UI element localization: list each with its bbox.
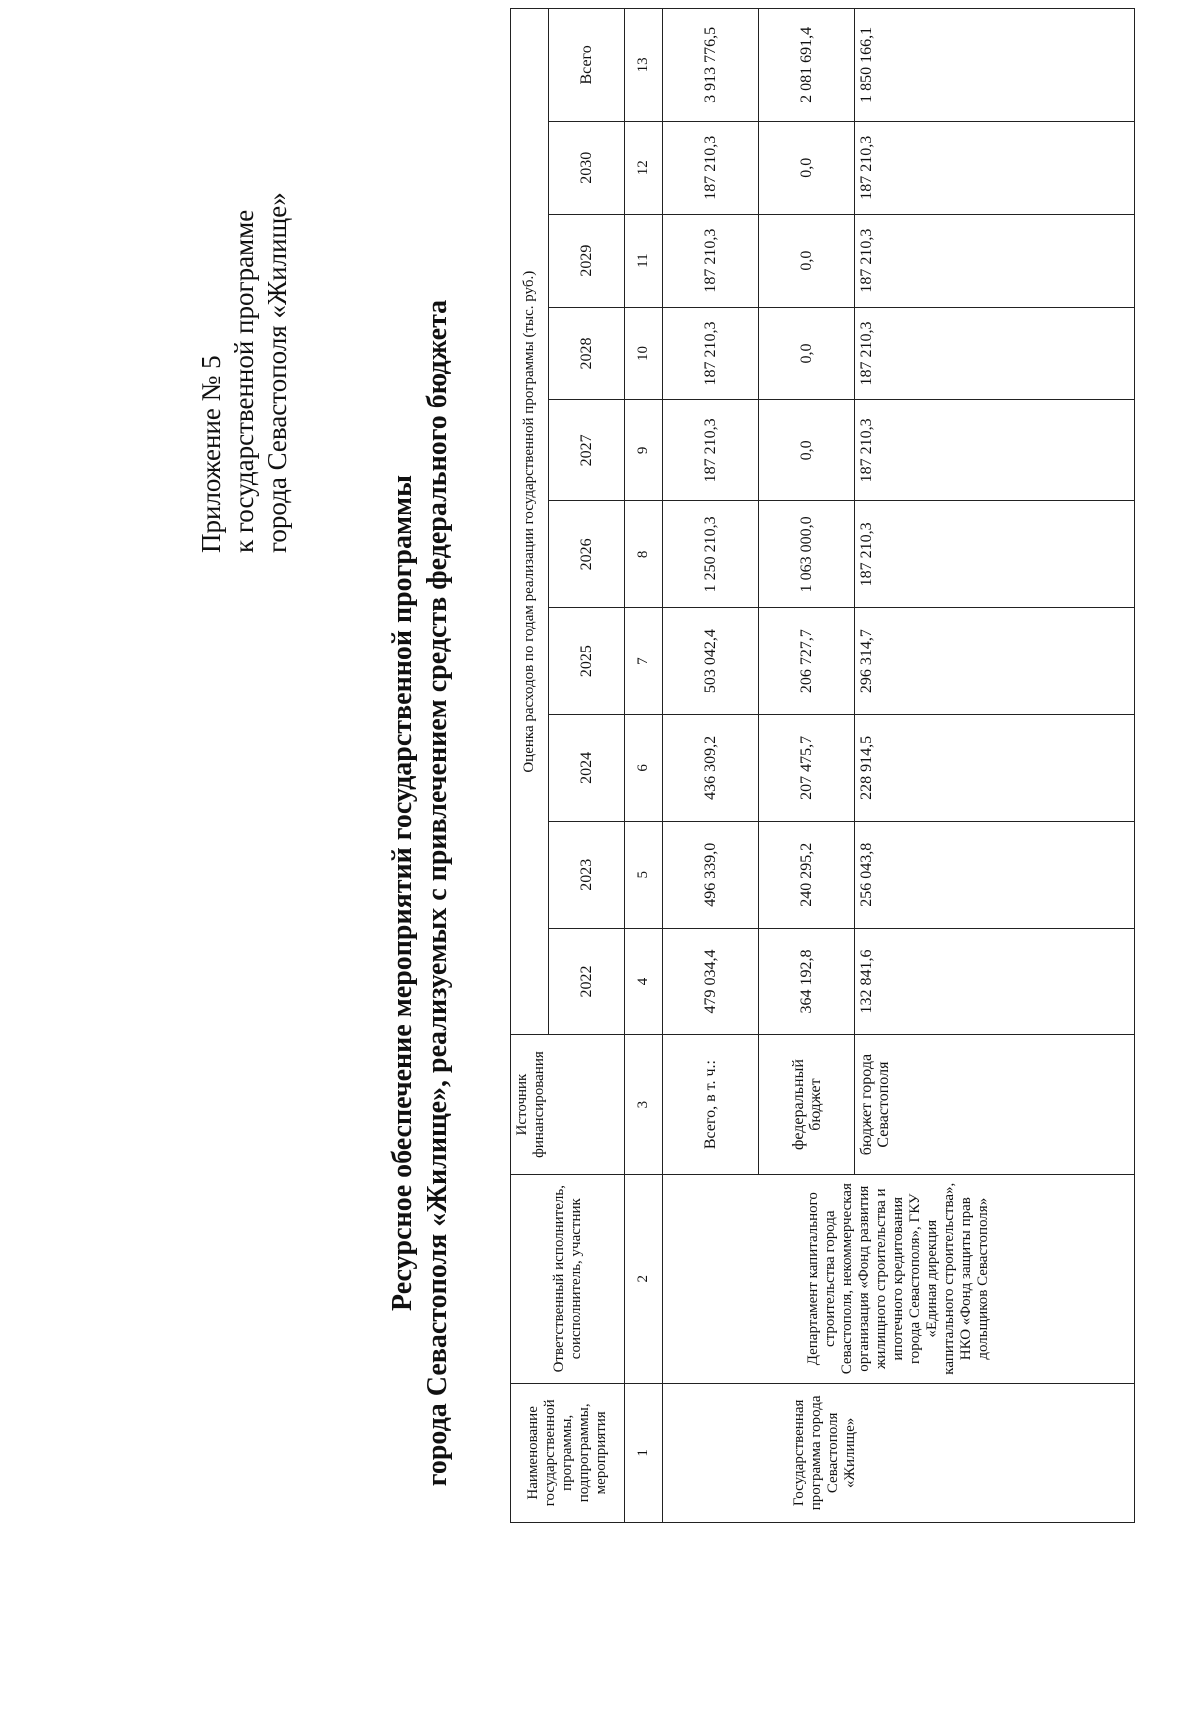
appendix-line-2: к государственной программе <box>229 209 259 553</box>
executor-text: Департамент капитального строительства города Севастополя, некоммерческая организация «Фонд развития жилищного строительства и ипотечного кредитования города Севастополя», ГКУ «Единая дирекция капитального строительства», НКО «Фонд защиты прав дольщиков Севастополя» <box>805 1182 991 1375</box>
value-cell: 436 309,2 <box>663 715 759 822</box>
value-cell: 1 850 166,1 <box>855 9 1135 122</box>
col-number: 5 <box>625 821 663 928</box>
title-line-1: Ресурсное обеспечение мероприятий государственной программы <box>387 475 418 1311</box>
title-line-2: города Севастополя «Жилище», реализуемых с привлечением средств федерального бюджета <box>422 299 453 1487</box>
value-cell: 187 210,3 <box>663 307 759 400</box>
appendix-line-3: города Севастополя «Жилище» <box>262 192 292 553</box>
value-cell: 3 913 776,5 <box>663 9 759 122</box>
value-cell: 187 210,3 <box>663 214 759 307</box>
value-cell: 187 210,3 <box>663 121 759 214</box>
appendix-line-1: Приложение № 5 <box>196 355 226 553</box>
header-row-1 <box>511 9 549 1523</box>
value-cell: 207 475,7 <box>759 715 855 822</box>
value-cell: 2 081 691,4 <box>759 9 855 122</box>
column-number-row <box>625 9 663 1523</box>
executor-cell <box>663 1174 1135 1383</box>
value-cell: 132 841,6 <box>855 928 1135 1035</box>
value-cell: 256 043,8 <box>855 821 1135 928</box>
value-cell: 187 210,3 <box>855 214 1135 307</box>
value-cell: 187 210,3 <box>855 400 1135 501</box>
header-total: Всего <box>549 9 625 122</box>
header-year: 2026 <box>549 501 625 608</box>
header-year: 2029 <box>549 214 625 307</box>
value-cell: 479 034,4 <box>663 928 759 1035</box>
col-number: 10 <box>625 307 663 400</box>
program-name-cell <box>663 1383 1135 1522</box>
resource-table <box>510 8 1135 1523</box>
header-name: Наименование государственной программы, подпрограммы, мероприятия <box>511 1383 625 1522</box>
value-cell: 187 210,3 <box>855 501 1135 608</box>
col-number: 3 <box>625 1035 663 1174</box>
header-year: 2023 <box>549 821 625 928</box>
value-cell: 240 295,2 <box>759 821 855 928</box>
value-cell: 187 210,3 <box>855 121 1135 214</box>
value-cell: 0,0 <box>759 400 855 501</box>
value-cell: 206 727,7 <box>759 608 855 715</box>
col-number: 8 <box>625 501 663 608</box>
appendix-header <box>195 33 294 553</box>
header-year: 2024 <box>549 715 625 822</box>
value-cell: 187 210,3 <box>663 400 759 501</box>
row-source: бюджет города Севастополя <box>855 1035 1135 1174</box>
col-number: 7 <box>625 608 663 715</box>
header-executor: Ответственный исполнитель, соисполнитель, участник <box>511 1174 625 1383</box>
header-year: 2028 <box>549 307 625 400</box>
col-number: 9 <box>625 400 663 501</box>
value-cell: 0,0 <box>759 214 855 307</box>
col-number: 2 <box>625 1174 663 1383</box>
header-year: 2027 <box>549 400 625 501</box>
col-number: 13 <box>625 9 663 122</box>
value-cell: 228 914,5 <box>855 715 1135 822</box>
table-row <box>663 9 759 1523</box>
value-cell: 187 210,3 <box>855 307 1135 400</box>
col-number: 6 <box>625 715 663 822</box>
value-cell: 0,0 <box>759 121 855 214</box>
document-title <box>385 223 455 1563</box>
program-name: Государственная программа города Севастополя «Жилище» <box>791 1395 858 1511</box>
col-number: 12 <box>625 121 663 214</box>
header-year: 2025 <box>549 608 625 715</box>
header-source: Источник финансирования <box>511 1035 625 1174</box>
header-year: 2030 <box>549 121 625 214</box>
header-year: 2022 <box>549 928 625 1035</box>
value-cell: 364 192,8 <box>759 928 855 1035</box>
value-cell: 1 063 000,0 <box>759 501 855 608</box>
col-number: 11 <box>625 214 663 307</box>
row-source: Всего, в т. ч.: <box>663 1035 759 1174</box>
value-cell: 503 042,4 <box>663 608 759 715</box>
col-number: 4 <box>625 928 663 1035</box>
value-cell: 496 339,0 <box>663 821 759 928</box>
header-estimate: Оценка расходов по годам реализации государственной программы (тыс. руб.) <box>511 9 549 1035</box>
value-cell: 0,0 <box>759 307 855 400</box>
value-cell: 296 314,7 <box>855 608 1135 715</box>
value-cell: 1 250 210,3 <box>663 501 759 608</box>
col-number: 1 <box>625 1383 663 1522</box>
row-source: федеральный бюджет <box>759 1035 855 1174</box>
